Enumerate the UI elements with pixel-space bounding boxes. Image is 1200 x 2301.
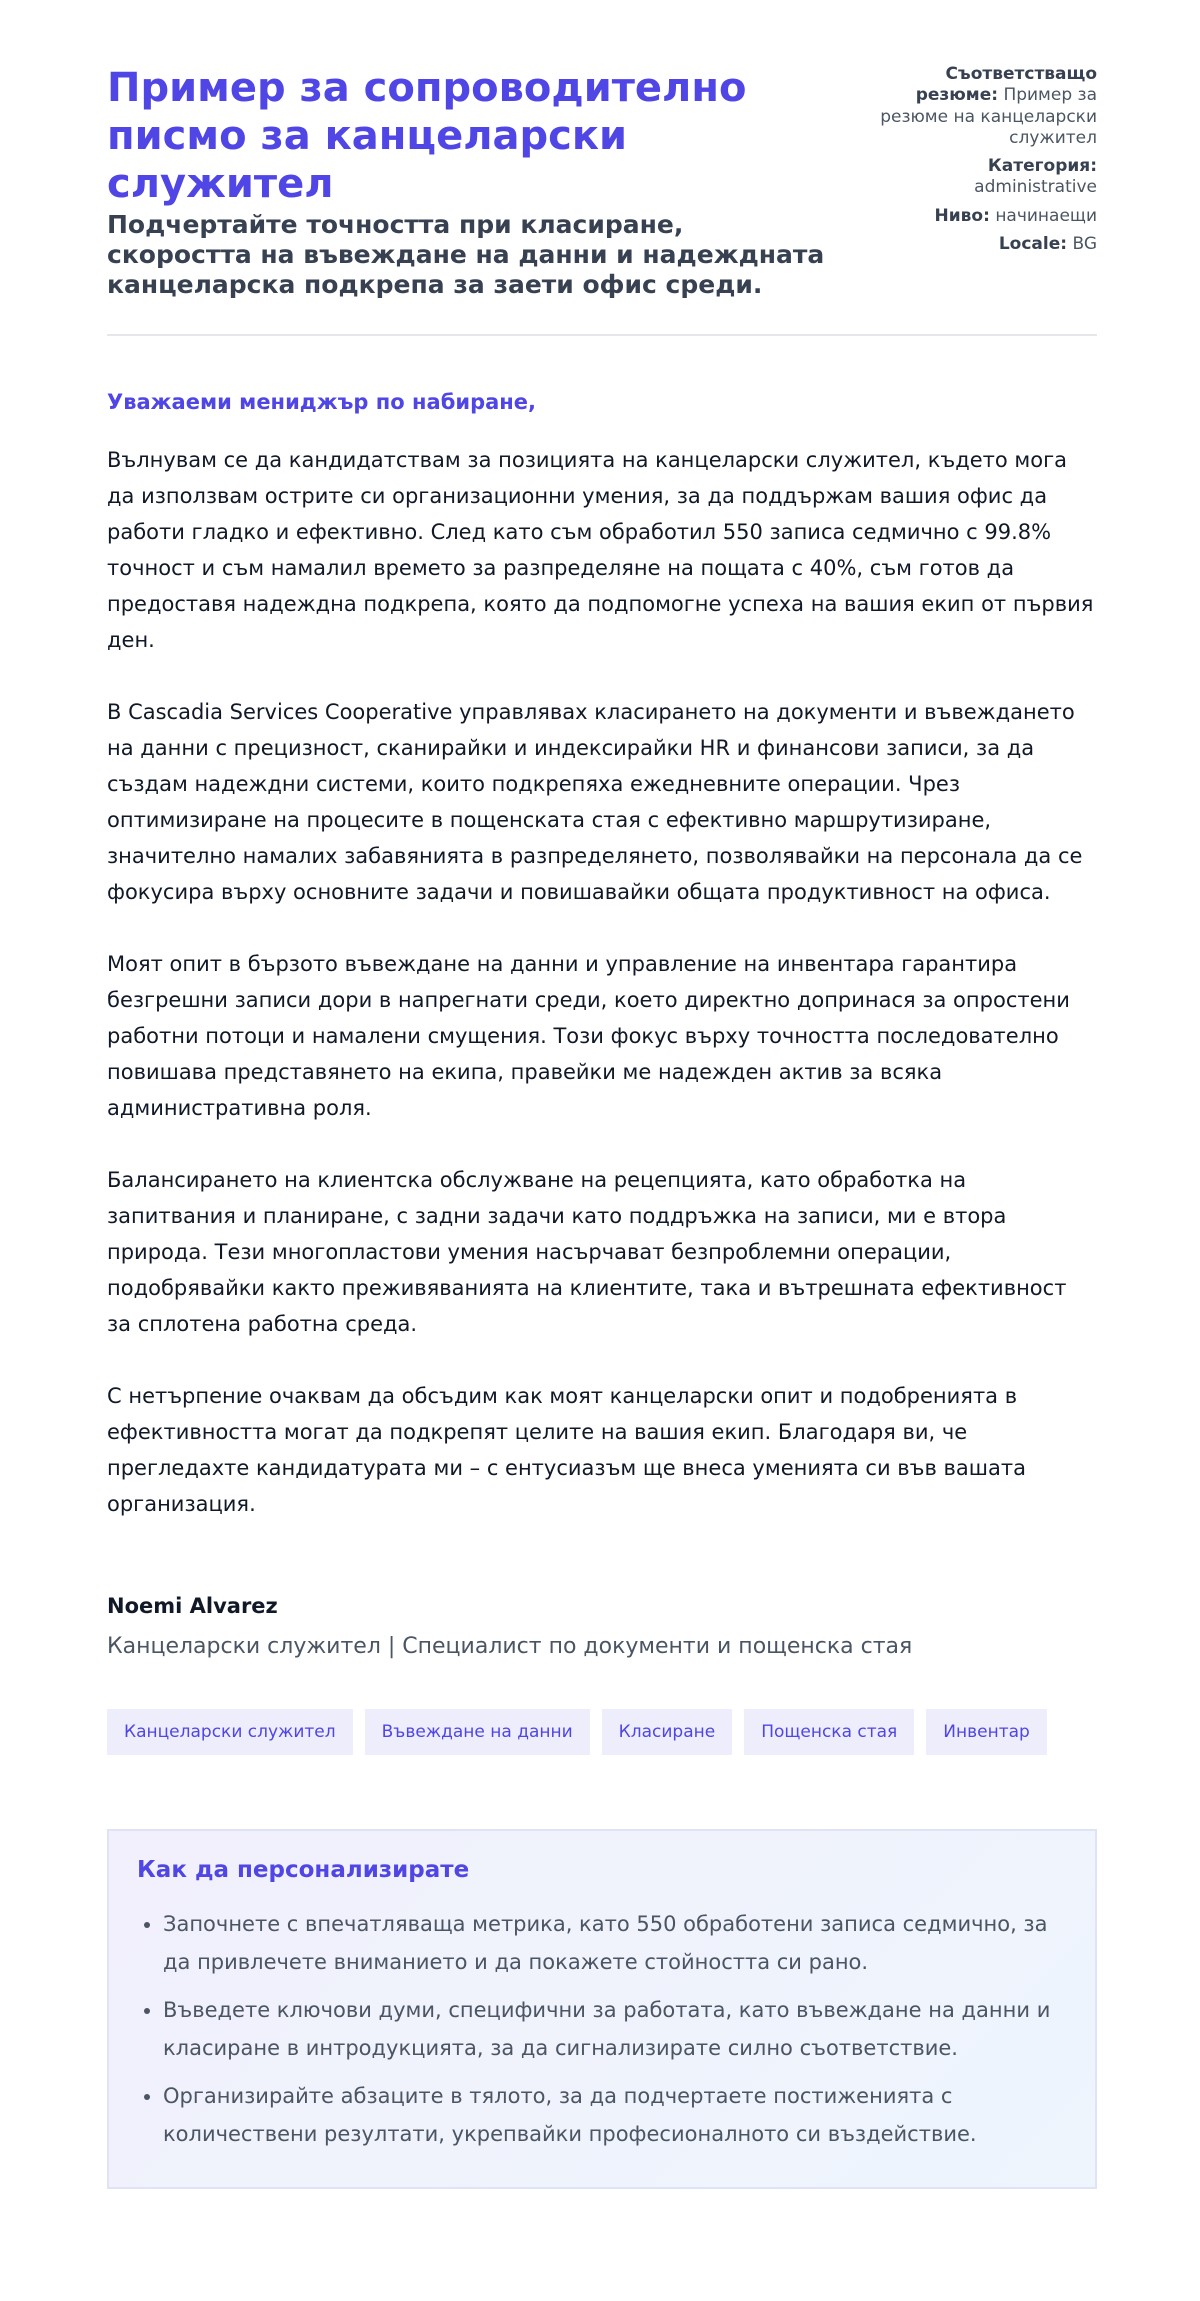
meta-category: [867, 156, 1097, 199]
tip-item: • Въведете ключови думи, специфични за работата, като въвеждане на данни и класиране в интродукцията, за да сигнализирате силно съответствие.: [163, 1991, 1067, 2067]
meta-label: Ниво:: [934, 205, 990, 226]
meta-value: начинаещи: [995, 205, 1097, 226]
tag: Канцеларски служител: [107, 1709, 353, 1755]
letter-paragraph: Балансирането на клиентска обслужване на рецепцията, като обработка на запитвания и планиране, с задни задачи като поддръжка на записи, ми е втора природа. Тези многопластови умения насърчават безпроблемни операции, подобрявайки както преживяванията на клиентите, така и вътрешната ефективност за сплотена работна среда.: [107, 1168, 1067, 1336]
meta-panel: [867, 64, 1097, 262]
meta-value: BG: [1072, 233, 1097, 254]
tag-list: [107, 1709, 1097, 1755]
tag: Инвентар: [926, 1709, 1047, 1755]
cover-letter-page: [107, 0, 1097, 2249]
meta-resume: [867, 64, 1097, 149]
letter-paragraph: Вълнувам се да кандидатствам за позицията на канцеларски служител, където мога да използвам острите си организационни умения, за да поддържам вашия офис да работи гладко и ефективно. След като съм обработил 550 записа седмично с 99.8% точност и съм намалил времето за разпределяне на пощата с 40%, съм готов да предоставя надеждна подкрепа, която да подпомогне успеха на вашия екип от първия ден.: [107, 448, 1094, 652]
meta-value: administrative: [974, 177, 1097, 198]
tip-item: • Започнете с впечатляваща метрика, като 550 обработени записа седмично, за да привлечете вниманието и да покажете стойността си рано.: [163, 1905, 1067, 1981]
tag: Въвеждане на данни: [365, 1709, 590, 1755]
letter-paragraph: В Cascadia Services Cooperative управлявах класирането на документи и въвеждането на данни с прецизност, сканирайки и индексирайки HR и финансови записи, за да създам надеждни системи, които подкрепяха ежедневните операции. Чрез оптимизиране на процесите в пощенската стая с ефективно маршрутизиране, значително намалих забавянията в разпределянето, позволявайки на персонала да се фокусира върху основните задачи и повишавайки общата продуктивност на офиса.: [107, 700, 1083, 904]
meta-locale: [867, 234, 1097, 255]
page-title: Пример за сопроводително писмо за канцеларски служител: [107, 65, 747, 207]
tag: Класиране: [602, 1709, 733, 1755]
meta-level: [867, 206, 1097, 227]
greeting: Уважаеми мениджър по набиране,: [107, 390, 537, 414]
tip-item: • Организирайте абзаците в тялото, за да подчертаете постиженията с количествени резултати, укрепвайки професионалното си въздействие.: [163, 2077, 1067, 2153]
customization-tips: [107, 1829, 1097, 2189]
header: [107, 64, 1097, 336]
signature-title: Канцеларски служител | Специалист по документи и пощенска стая: [107, 1634, 913, 1659]
letter-paragraph: Моят опит в бързото въвеждане на данни и управление на инвентара гарантира безгрешни записи дори в напрегнати среди, което директно допринася за опростени работни потоци и намалени смущения. Този фокус върху точността последователно повишава представянето на екипа, правейки ме надежден актив за всяка административна роля.: [107, 952, 1070, 1120]
page-subtitle: Подчертайте точността при класиране, скоростта на въвеждане на данни и надеждната канцеларска подкрепа за заети офис среди.: [107, 210, 825, 299]
meta-label: Категория:: [987, 156, 1097, 176]
letter-paragraph: С нетърпение очаквам да обсъдим как моят канцеларски опит и подобренията в ефективността могат да подкрепят целите на вашия екип. Благодаря ви, че прегледахте кандидатурата ми – с ентусиазъм ще внеса уменията си във вашата организация.: [107, 1384, 1026, 1516]
title-block: [107, 64, 827, 300]
meta-value: Пример за резюме на канцеларски служител: [880, 85, 1097, 148]
signature-name: Noemi Alvarez: [107, 1594, 278, 1618]
meta-label: Locale:: [998, 233, 1068, 254]
tips-list: [137, 1905, 1067, 2153]
tips-title: Как да персонализирате: [137, 1857, 470, 1883]
tag: Пощенска стая: [744, 1709, 914, 1755]
meta-label: Съответстващо резюме:: [915, 64, 1097, 106]
